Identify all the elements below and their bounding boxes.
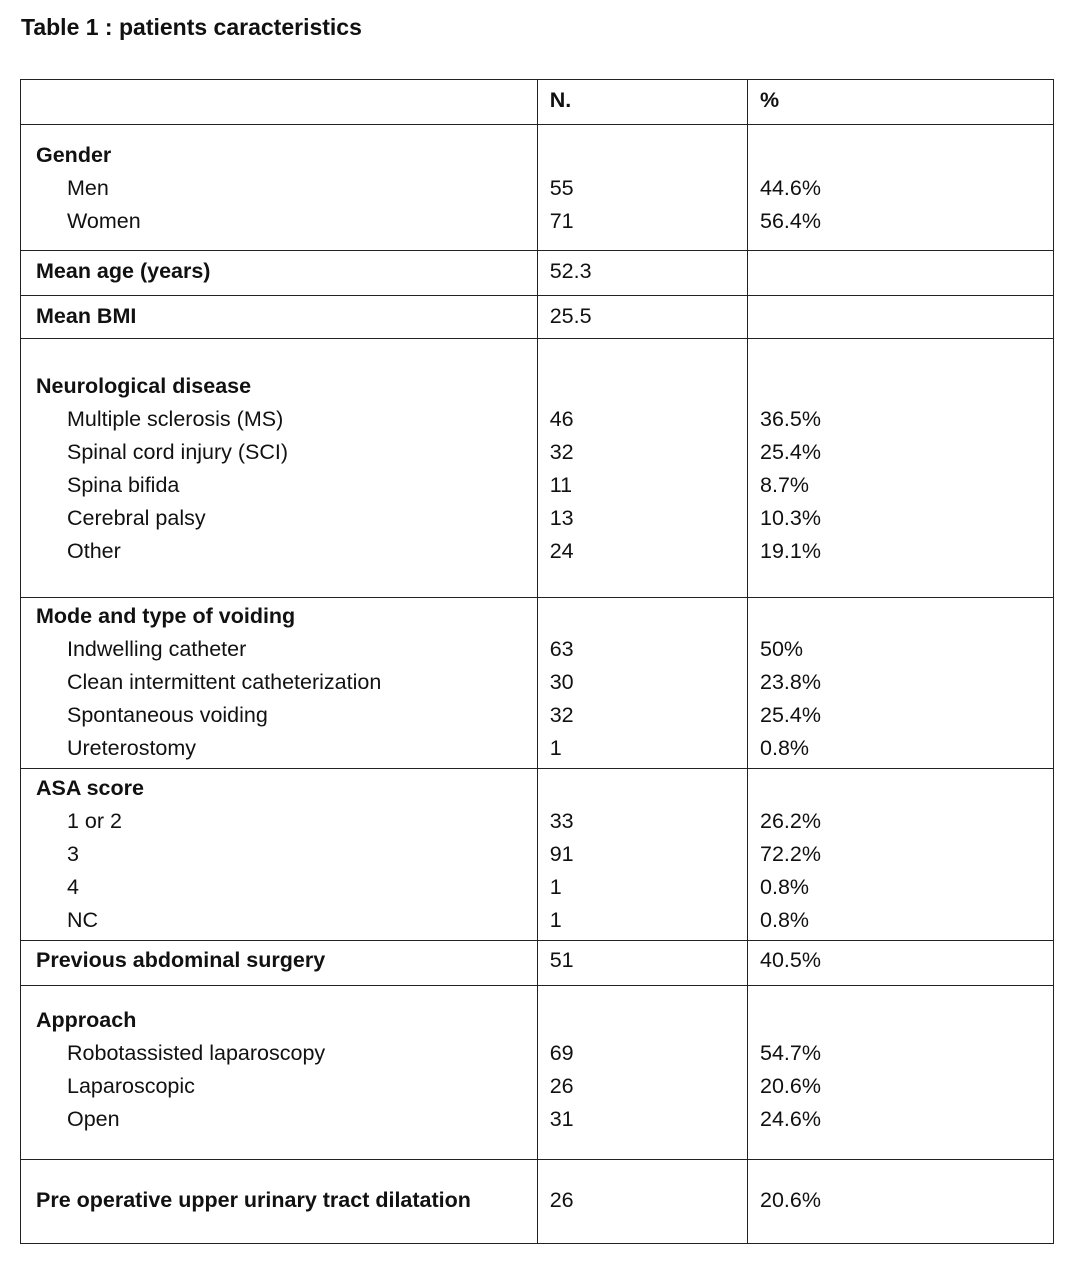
row-n: 91 <box>549 842 574 866</box>
row-pct: 72.2% <box>760 842 821 866</box>
row-pct: 0.8% <box>760 875 810 899</box>
row-pct: 50% <box>760 637 804 661</box>
row-label: NC <box>67 908 99 932</box>
row-n: 26 <box>549 1074 574 1098</box>
row-n: 31 <box>549 1107 574 1131</box>
row-mean-bmi <box>21 296 1054 339</box>
row-label: Ureterostomy <box>67 736 197 760</box>
row-n: 69 <box>549 1041 574 1065</box>
row-pct: 0.8% <box>760 736 810 760</box>
row-pct: 25.4% <box>760 703 821 727</box>
row-pct <box>748 296 1053 329</box>
row-n: 51 <box>549 948 574 972</box>
row-label: Previous abdominal surgery <box>36 948 326 972</box>
row-n: 11 <box>549 473 573 497</box>
row-n: 55 <box>549 176 574 200</box>
row-label: Mean age (years) <box>36 259 211 283</box>
row-n: 1 <box>549 736 562 760</box>
row-pct: 26.2% <box>760 809 821 833</box>
row-n: 13 <box>549 506 574 530</box>
row-n: 26 <box>549 1188 574 1212</box>
row-n: 30 <box>549 670 574 694</box>
row-label: Clean intermittent catheterization <box>67 670 382 694</box>
section-neurological-disease <box>21 339 1054 598</box>
section-asa-score <box>21 769 1054 941</box>
section-title: ASA score <box>36 776 144 800</box>
row-pct: 25.4% <box>760 440 821 464</box>
row-n: 1 <box>549 875 562 899</box>
row-label: Multiple sclerosis (MS) <box>67 407 284 431</box>
row-label: Spontaneous voiding <box>67 703 268 727</box>
row-mean-age <box>21 251 1054 296</box>
section-title: Approach <box>36 1008 137 1032</box>
section-gender <box>21 125 1054 251</box>
row-pct: 20.6% <box>760 1074 821 1098</box>
row-label: Women <box>67 209 141 233</box>
row-label: 1 or 2 <box>67 809 122 833</box>
row-label: Open <box>67 1107 120 1131</box>
section-approach <box>21 986 1054 1160</box>
row-dilatation <box>21 1160 1054 1244</box>
row-previous-surgery <box>21 941 1054 986</box>
row-n: 32 <box>549 703 574 727</box>
row-label: Spina bifida <box>67 473 180 497</box>
row-label: Pre operative upper urinary tract dilatation <box>36 1188 471 1212</box>
row-pct: 0.8% <box>760 908 810 932</box>
section-title: Neurological disease <box>36 374 252 398</box>
row-label: Spinal cord injury (SCI) <box>67 440 289 464</box>
row-label: Cerebral palsy <box>67 506 206 530</box>
patients-table <box>20 79 1054 1244</box>
row-label: Robotassisted laparoscopy <box>67 1041 326 1065</box>
row-label: Men <box>67 176 109 200</box>
row-n: 71 <box>549 209 574 233</box>
header-n: N. <box>549 88 572 112</box>
header-label <box>21 80 537 113</box>
row-n: 32 <box>549 440 574 464</box>
row-label: Other <box>67 539 121 563</box>
section-title: Mode and type of voiding <box>36 604 296 628</box>
row-pct: 56.4% <box>760 209 821 233</box>
header-pct: % <box>760 88 780 112</box>
row-pct: 8.7% <box>760 473 810 497</box>
row-pct: 19.1% <box>760 539 821 563</box>
row-n: 33 <box>549 809 574 833</box>
row-n: 63 <box>549 637 574 661</box>
row-n: 25.5 <box>549 304 592 328</box>
row-pct: 24.6% <box>760 1107 821 1131</box>
row-n: 24 <box>549 539 574 563</box>
row-pct: 44.6% <box>760 176 821 200</box>
row-n: 52.3 <box>549 259 592 283</box>
row-pct: 54.7% <box>760 1041 821 1065</box>
table-title: Table 1 : patients caracteristics <box>21 14 362 40</box>
row-label: Indwelling catheter <box>67 637 247 661</box>
row-pct: 40.5% <box>760 948 821 972</box>
row-pct <box>748 251 1053 284</box>
row-pct: 20.6% <box>760 1188 821 1212</box>
section-voiding <box>21 598 1054 769</box>
header-row <box>21 80 1054 125</box>
row-pct: 10.3% <box>760 506 821 530</box>
section-title: Gender <box>36 143 112 167</box>
row-pct: 23.8% <box>760 670 821 694</box>
row-pct: 36.5% <box>760 407 821 431</box>
row-label: 3 <box>67 842 79 866</box>
row-n: 1 <box>549 908 562 932</box>
row-label: 4 <box>67 875 79 899</box>
row-label: Mean BMI <box>36 304 137 328</box>
row-n: 46 <box>549 407 574 431</box>
row-label: Laparoscopic <box>67 1074 195 1098</box>
